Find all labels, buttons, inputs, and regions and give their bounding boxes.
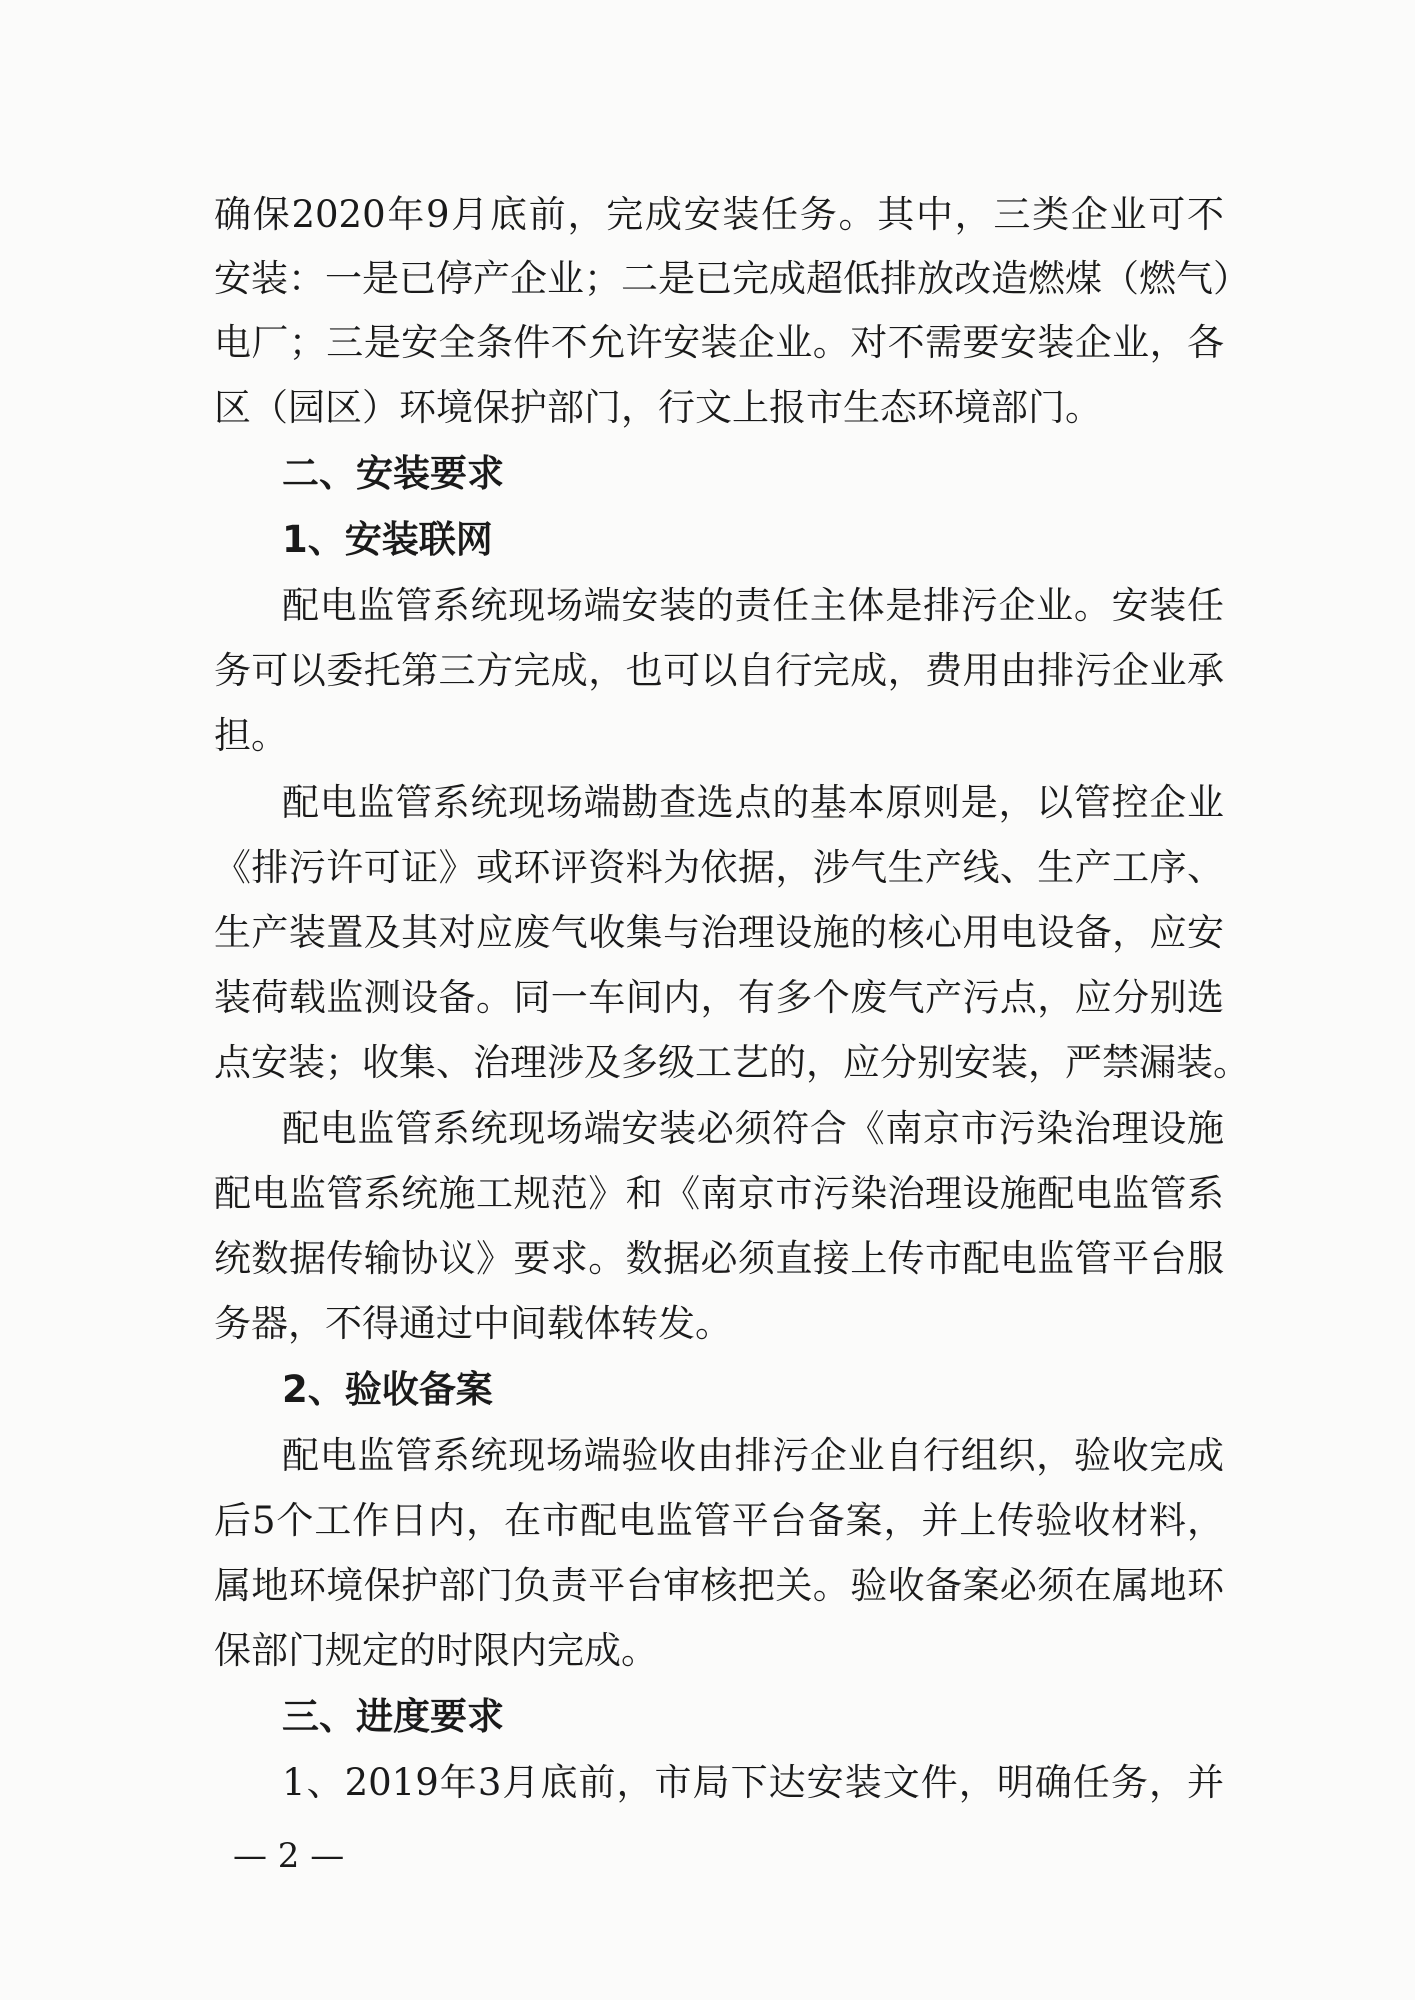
- paragraph-line: 配电监管系统现场端验收由排污企业自行组织，验收完成: [282, 1434, 1224, 1477]
- paragraph-line: 区（园区）环境保护部门，行文上报市生态环境部门。: [214, 386, 1102, 429]
- paragraph-line: 点安装；收集、治理涉及多级工艺的，应分别安装，严禁漏装。: [214, 1041, 1250, 1084]
- paragraph-line: 配电监管系统现场端安装必须符合《南京市污染治理设施: [282, 1107, 1224, 1150]
- paragraph-line: 担。: [214, 714, 288, 757]
- section-heading: 三、进度要求: [282, 1695, 504, 1738]
- paragraph-line: 后5个工作日内，在市配电监管平台备案，并上传验收材料，: [214, 1499, 1224, 1542]
- paragraph-line: 确保2020年9月底前，完成安装任务。其中，三类企业可不: [214, 193, 1224, 236]
- paragraph-line: 保部门规定的时限内完成。: [214, 1629, 658, 1672]
- subsection-heading: 2、验收备案: [282, 1368, 493, 1411]
- paragraph-line: 统数据传输协议》要求。数据必须直接上传市配电监管平台服: [214, 1237, 1224, 1280]
- paragraph-line: 务器，不得通过中间载体转发。: [214, 1302, 732, 1345]
- paragraph-line: 配电监管系统现场端勘查选点的基本原则是，以管控企业: [282, 781, 1224, 824]
- paragraph-line: 务可以委托第三方完成，也可以自行完成，费用由排污企业承: [214, 649, 1224, 692]
- paragraph-line: 《排污许可证》或环评资料为依据，涉气生产线、生产工序、: [214, 846, 1224, 889]
- paragraph-line: 配电监管系统现场端安装的责任主体是排污企业。安装任: [282, 584, 1224, 627]
- paragraph-line: 装荷载监测设备。同一车间内，有多个废气产污点，应分别选: [214, 976, 1224, 1019]
- section-heading: 二、安装要求: [282, 452, 504, 495]
- paragraph-line: 生产装置及其对应废气收集与治理设施的核心用电设备，应安: [214, 911, 1224, 954]
- paragraph-line: 安装：一是已停产企业；二是已完成超低排放改造燃煤（燃气）: [214, 257, 1250, 300]
- paragraph-line: 电厂；三是安全条件不允许安装企业。对不需要安装企业，各: [214, 321, 1224, 364]
- paragraph-line: 配电监管系统施工规范》和《南京市污染治理设施配电监管系: [214, 1172, 1224, 1215]
- paragraph-line: 1、2019年3月底前，市局下达安装文件，明确任务，并: [282, 1761, 1224, 1804]
- paragraph-line: 属地环境保护部门负责平台审核把关。验收备案必须在属地环: [214, 1564, 1224, 1607]
- subsection-heading: 1、安装联网: [282, 518, 493, 561]
- page-number: — 2 —: [233, 1836, 345, 1876]
